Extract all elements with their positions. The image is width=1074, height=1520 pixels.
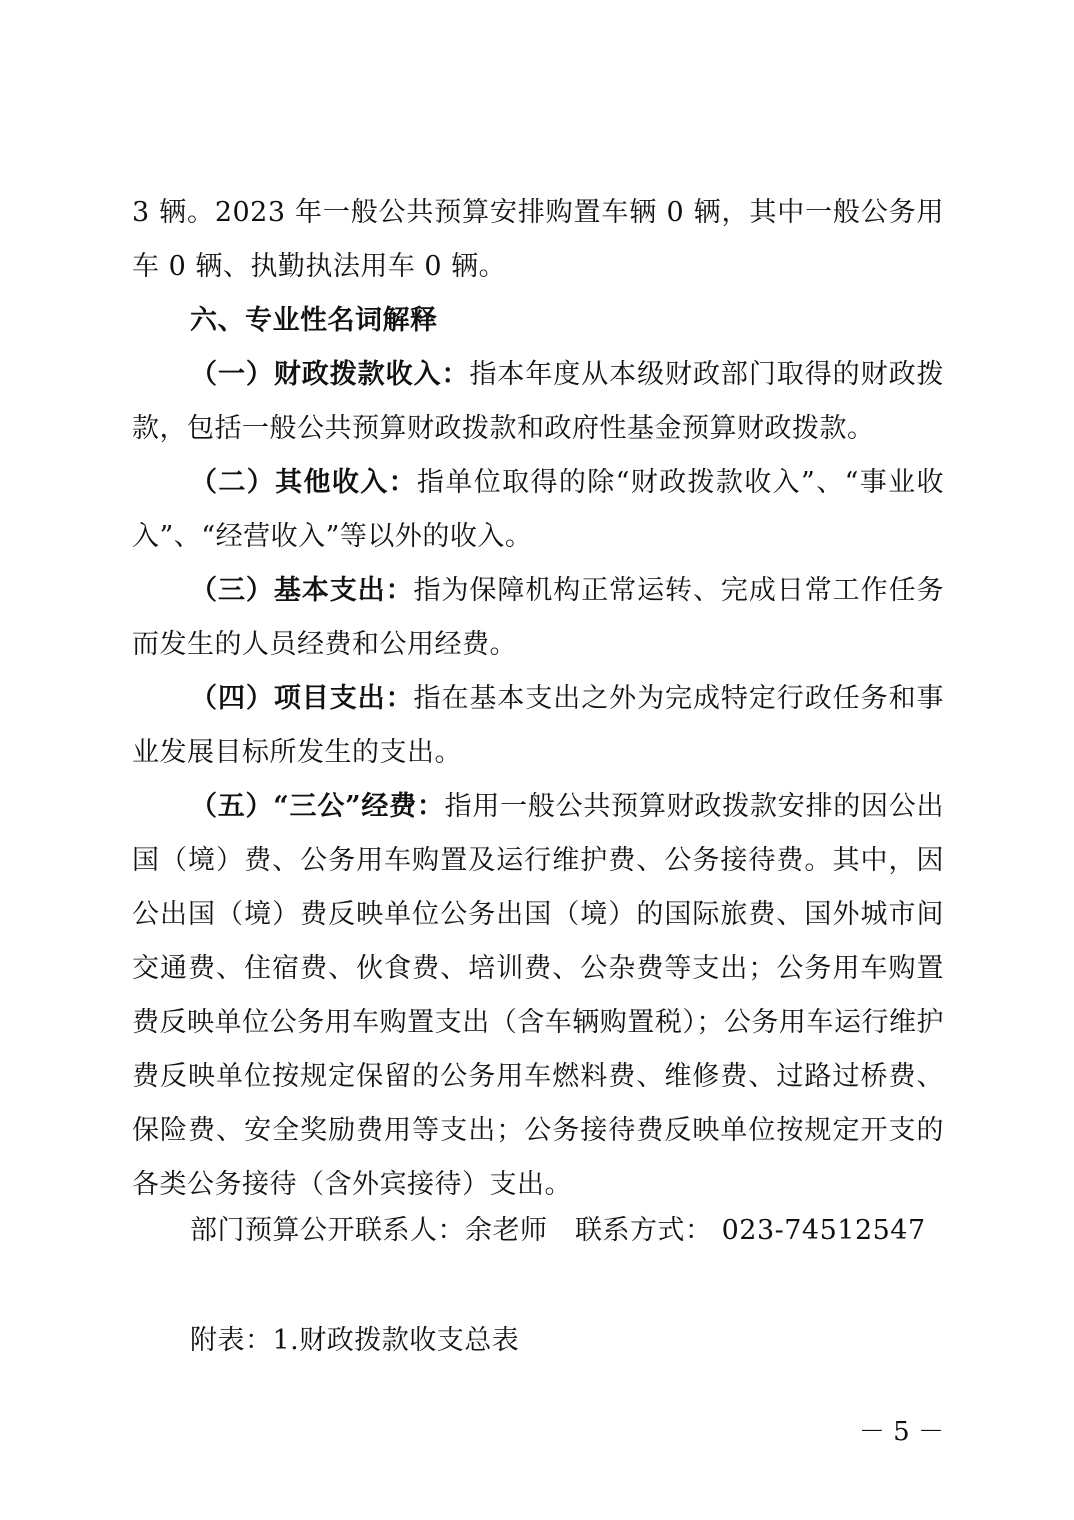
paragraph-vehicle-purchase [132,186,944,294]
definition-three-public-expenses [132,780,944,1212]
definition-text: 指用一般公共预算财政拨款安排的因公出国（境）费、公务用车购置及运行维护费、公务接待费。其中，因公出国（境）费反映单位公务出国（境）的国际旅费、国外城市间交通费、住宿费、伙食费、培训费、公杂费等支出；公务用车购置费反映单位公务用车购置支出（含车辆购置税）；公务用车运行维护费反映单位按规定保留的公务用车燃料费、维修费、过路过桥费、保险费、安全奖励费用等支出；公务接待费反映单位按规定开支的各类公务接待（含外宾接待）支出。 [132,791,945,1200]
term-label: （二）其他收入： [190,467,417,498]
page-number: － 5 － [858,1417,944,1447]
definition-text: 指为保障机构正常运转、完成日常工作任务而发生的人员经费和公用经费。 [132,575,945,660]
contact-info [132,1204,944,1258]
term-label: （三）基本支出： [190,575,414,606]
paragraph-text: 3 辆。2023 年一般公共预算安排购置车辆 0 辆，其中一般公务用车 0 辆、执勤执法用车 0 辆。 [132,197,944,282]
attachment-text: 附表：1.财政拨款收支总表 [190,1325,520,1356]
definition-fiscal-revenue [132,348,944,456]
term-label: （四）项目支出： [190,683,414,714]
contact-text: 部门预算公开联系人：余老师 联系方式： 023-74512547 [190,1215,926,1246]
attachment-note [132,1314,944,1368]
definition-text: 指本年度从本级财政部门取得的财政拨款，包括一般公共预算财政拨款和政府性基金预算财政拨款。 [132,359,945,444]
definition-text: 指单位取得的除“财政拨款收入”、“事业收入”、“经营收入”等以外的收入。 [132,467,945,552]
definition-other-revenue [132,456,944,564]
definition-project-expenditure [132,672,944,780]
term-label: （一）财政拨款收入： [190,359,470,390]
definition-text: 指在基本支出之外为完成特定行政任务和事业发展目标所发生的支出。 [132,683,945,768]
term-label: （五）“三公”经费： [190,791,445,822]
section-heading-text: 六、专业性名词解释 [190,305,438,336]
definition-basic-expenditure [132,564,944,672]
section-heading [132,294,944,348]
